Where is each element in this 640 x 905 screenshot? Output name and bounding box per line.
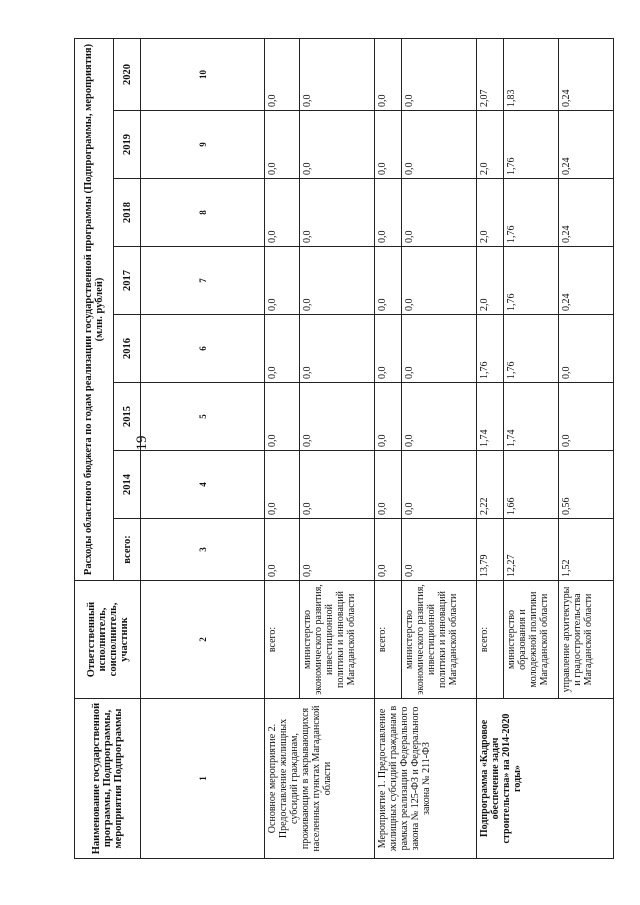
value-cell: 0,0	[300, 451, 375, 519]
value-cell: 12,27	[504, 519, 559, 581]
year-header: 2016	[114, 315, 141, 383]
column-number: 1	[141, 699, 265, 859]
value-cell: 0,0	[265, 111, 300, 179]
value-cell: 0,0	[375, 179, 402, 247]
executor-cell: всего:	[265, 581, 300, 699]
value-cell: 0,0	[265, 247, 300, 315]
page-number: 19	[134, 435, 150, 451]
value-cell: 1,52	[559, 519, 614, 581]
value-cell: 1,74	[504, 383, 559, 451]
column-number: 3	[141, 519, 265, 581]
budget-table	[74, 38, 614, 859]
value-cell: 0,0	[402, 179, 477, 247]
column-number: 6	[141, 315, 265, 383]
executor-cell: министерство экономического развития, инвестиционной политики и инноваций Магаданской области	[402, 581, 477, 699]
value-cell: 0,0	[375, 315, 402, 383]
value-cell: 0,0	[402, 519, 477, 581]
year-header: 2017	[114, 247, 141, 315]
program-name-cell: Подпрограмма «Кадровое обеспечение задач строительства» на 2014-2020 годы»	[477, 699, 614, 859]
column-number: 4	[141, 451, 265, 519]
value-cell: 1,76	[504, 247, 559, 315]
value-cell: 1,76	[477, 315, 504, 383]
executor-column-header: Ответственный исполнитель, соисполнитель, участник	[75, 581, 141, 699]
value-cell: 0,24	[559, 247, 614, 315]
rotated-table-container	[74, 39, 614, 859]
executor-cell: министерство экономического развития, инвестиционной политики и инноваций Магаданской области	[300, 581, 375, 699]
column-number: 2	[141, 581, 265, 699]
value-cell: 0,0	[300, 38, 375, 110]
column-number: 8	[141, 179, 265, 247]
value-cell: 0,0	[300, 247, 375, 315]
value-cell: 0,0	[402, 315, 477, 383]
table-row	[265, 38, 300, 858]
value-cell: 2,22	[477, 451, 504, 519]
year-header: 2019	[114, 111, 141, 179]
name-column-header: Наименование государственной программы, Подпрограммы, мероприятия Подпрограммы	[75, 699, 141, 859]
column-number: 7	[141, 247, 265, 315]
header-row-top	[75, 38, 114, 858]
value-cell: 0,0	[375, 247, 402, 315]
budget-column-header: Расходы областного бюджета по годам реализации государственной программы (Подпрограммы, мероприятия) (млн. рублей)	[75, 38, 114, 580]
value-cell: 0,0	[300, 179, 375, 247]
year-header: 2020	[114, 38, 141, 110]
program-name-cell: Мероприятие 1. Предоставление жилищных субсидий гражданам в рамках реализации Федерального закона № 125-ФЗ и Федерального закона № 211-ФЗ	[375, 699, 477, 859]
year-header: 2014	[114, 451, 141, 519]
value-cell: 2,0	[477, 179, 504, 247]
value-cell: 0,0	[265, 179, 300, 247]
value-cell: 2,07	[477, 38, 504, 110]
year-header: 2018	[114, 179, 141, 247]
value-cell: 0,0	[559, 315, 614, 383]
value-cell: 0,0	[402, 38, 477, 110]
value-cell: 0,0	[402, 111, 477, 179]
value-cell: 0,0	[300, 383, 375, 451]
value-cell: 0,0	[300, 519, 375, 581]
executor-cell: всего:	[375, 581, 402, 699]
value-cell: 0,0	[402, 383, 477, 451]
value-cell: 1,76	[504, 111, 559, 179]
executor-cell: министерство образования и молодежной политики Магаданской области	[504, 581, 559, 699]
column-numbers-row	[141, 38, 265, 858]
executor-cell: всего:	[477, 581, 504, 699]
value-cell: 1,76	[504, 179, 559, 247]
executor-cell: управление архитектуры и градостроительства Магаданской области	[559, 581, 614, 699]
value-cell: 0,0	[265, 451, 300, 519]
year-header: 2015	[114, 383, 141, 451]
table-row	[477, 38, 504, 858]
value-cell: 0,0	[375, 519, 402, 581]
value-cell: 0,0	[375, 451, 402, 519]
value-cell: 0,0	[300, 315, 375, 383]
value-cell: 0,0	[375, 111, 402, 179]
value-cell: 0,24	[559, 179, 614, 247]
value-cell: 1,76	[504, 315, 559, 383]
value-cell: 0,0	[265, 315, 300, 383]
value-cell: 0,0	[375, 383, 402, 451]
value-cell: 13,79	[477, 519, 504, 581]
value-cell: 0,0	[375, 38, 402, 110]
program-name-cell: Основное мероприятие 2. Предоставление жилищных субсидий гражданам, проживающим в закрывающихся населенных пунктах Магаданской области	[265, 699, 375, 859]
total-column-header: всего:	[114, 519, 141, 581]
value-cell: 1,83	[504, 38, 559, 110]
value-cell: 2,0	[477, 247, 504, 315]
value-cell: 2,0	[477, 111, 504, 179]
value-cell: 1,74	[477, 383, 504, 451]
value-cell: 0,0	[300, 111, 375, 179]
column-number: 10	[141, 38, 265, 110]
table-row	[375, 38, 402, 858]
value-cell: 0,24	[559, 38, 614, 110]
value-cell: 0,56	[559, 451, 614, 519]
value-cell: 1,66	[504, 451, 559, 519]
value-cell: 0,0	[559, 383, 614, 451]
column-number: 5	[141, 383, 265, 451]
value-cell: 0,0	[265, 519, 300, 581]
value-cell: 0,0	[265, 38, 300, 110]
value-cell: 0,0	[402, 247, 477, 315]
column-number: 9	[141, 111, 265, 179]
value-cell: 0,24	[559, 111, 614, 179]
value-cell: 0,0	[265, 383, 300, 451]
value-cell: 0,0	[402, 451, 477, 519]
